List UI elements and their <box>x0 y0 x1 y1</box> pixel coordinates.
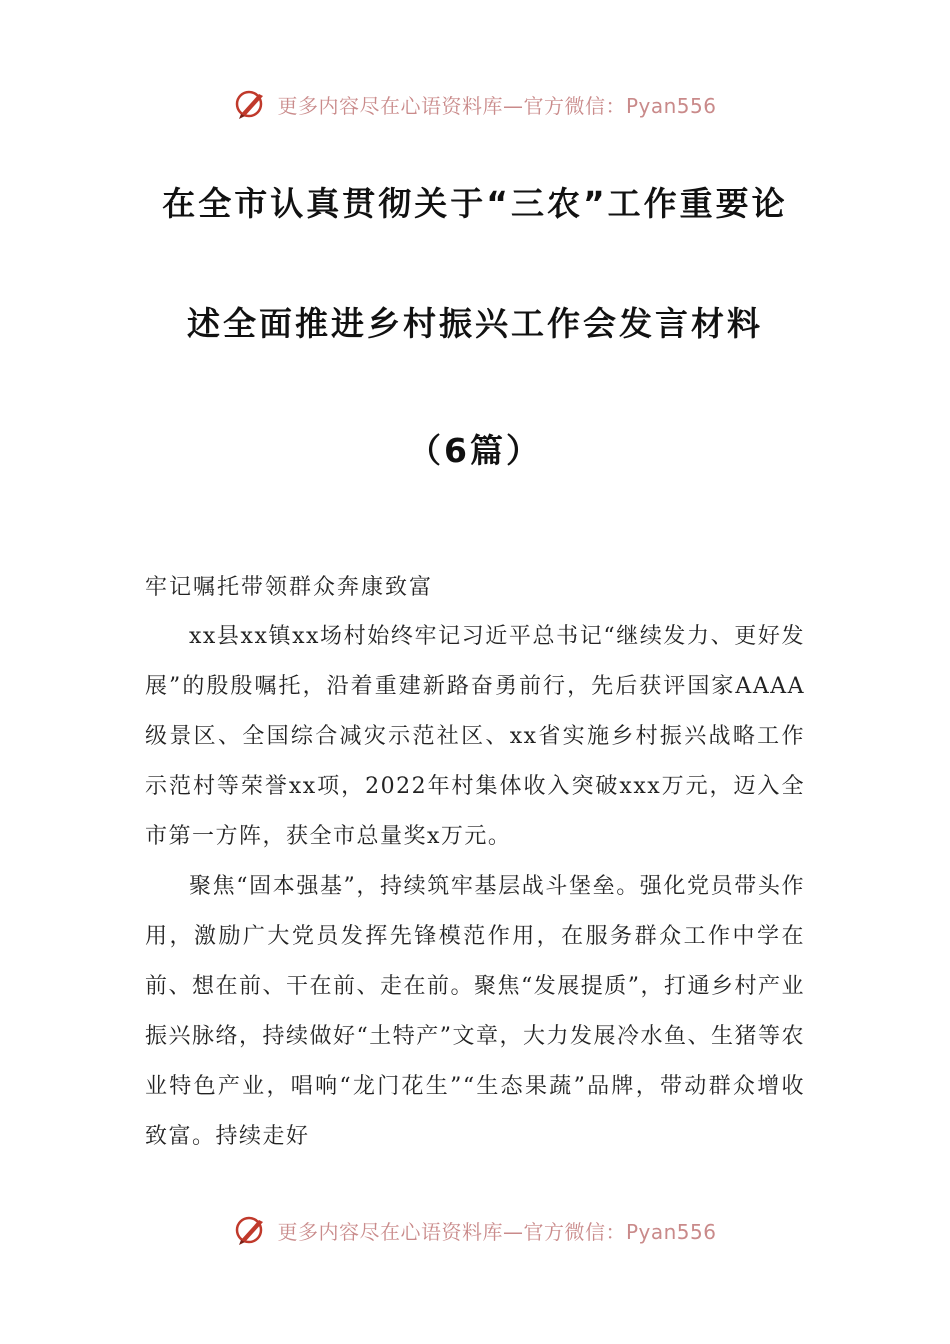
pen-logo-icon <box>233 86 269 122</box>
document-title-line-1: 在全市认真贯彻关于“三农”工作重要论 <box>162 184 788 223</box>
section-subheading: 牢记嘱托带领群众奔康致富 <box>145 575 434 600</box>
watermark-text: 更多内容尽在心语资料库—官方微信：Pyan556 <box>277 93 717 118</box>
watermark-text: 更多内容尽在心语资料库—官方微信：Pyan556 <box>277 1219 717 1244</box>
header-watermark <box>0 84 950 124</box>
body-paragraph: 聚焦“固本强基”，持续筑牢基层战斗堡垒。强化党员带头作用，激励广大党员发挥先锋模范作用，在服务群众工作中学在前、想在前、干在前、走在前。聚焦“发展提质”，打通乡村产业振兴脉络，持续做好“土特产”文章，大力发展冷水鱼、生猪等农业特色产业，唱响“龙门花生”“生态果蔬”品牌，带动群众增收致富。持续走好 <box>145 874 805 1149</box>
document-title-line-2: 述全面推进乡村振兴工作会发言材料 <box>187 304 763 343</box>
pen-logo-icon <box>233 1212 269 1248</box>
body-paragraph: xx县xx镇xx场村始终牢记习近平总书记“继续发力、更好发展”的殷殷嘱托，沿着重建新路奋勇前行，先后获评国家AAAA级景区、全国综合减灾示范社区、xx省实施乡村振兴战略工作示范村等荣誉xx项，2022年村集体收入突破xxx万元，迈入全市第一方阵，获全市总量奖x万元。 <box>145 624 805 849</box>
document-body <box>145 612 805 1162</box>
footer-watermark <box>0 1210 950 1250</box>
document-title-count: （6篇） <box>408 431 542 470</box>
